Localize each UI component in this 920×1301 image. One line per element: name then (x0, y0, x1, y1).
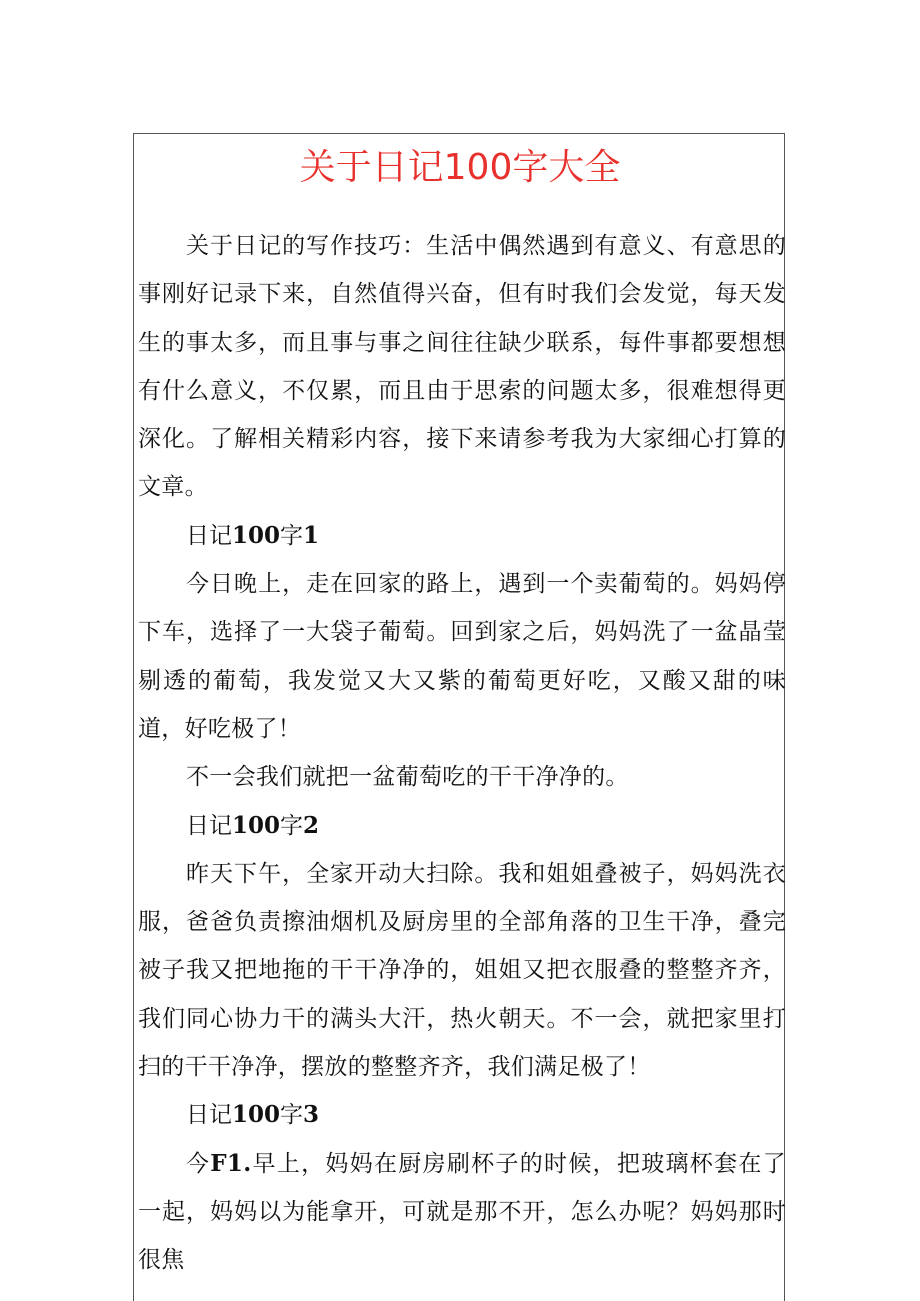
heading-prefix: 日记 (186, 522, 232, 549)
heading-index: 2 (303, 811, 320, 839)
document-title: 关于日记100字大全 (299, 147, 621, 188)
intro-paragraph: 关于日记的写作技巧：生活中偶然遇到有意义、有意思的事刚好记录下来，自然值得兴奋，但有时我们会发觉，每天发生的事太多，而且事与事之间往往缺少联系，每件事都要想想有什么意义，不仅累，而且由于思索的问题太多，很难想得更深化。了解相关精彩内容，接下来请参考我为大家细心打算的文章。 (138, 233, 786, 501)
heading-number: 100 (232, 811, 281, 839)
heading-prefix: 日记 (186, 1102, 232, 1129)
heading-number: 100 (232, 521, 281, 549)
section-1-paragraph-2: 不一会我们就把一盆葡萄吃的干干净净的。 (186, 764, 629, 791)
paragraph-prefix: 今 (186, 1150, 211, 1177)
heading-number: 100 (232, 1101, 281, 1129)
paragraph-bold-marker: F1. (210, 1149, 252, 1177)
heading-index: 1 (303, 521, 320, 549)
section-heading-3 (138, 1091, 786, 1139)
heading-suffix: 字 (280, 522, 304, 549)
section-3-paragraph-1 (138, 1140, 786, 1285)
section-1-paragraph-1: 今日晚上，走在回家的路上，遇到一个卖葡萄的。妈妈停下车，选择了一大袋子葡萄。回到家之后，妈妈洗了一盆晶莹剔透的葡萄，我发觉又大又紫的葡萄更好吃，又酸又甜的味道，好吃极了！ (138, 571, 786, 742)
document-body (138, 222, 786, 1285)
heading-prefix: 日记 (186, 812, 232, 839)
section-2-paragraph-1: 昨天下午，全家开动大扫除。我和姐姐叠被子，妈妈洗衣服，爸爸负责擦油烟机及厨房里的全部角落的卫生干净，叠完被子我又把地拖的干干净净的，姐姐又把衣服叠的整整齐齐，我们同心协力干的满头大汗，热火朝天。不一会，就把家里打扫的干干净净，摆放的整整齐齐，我们满足极了！ (138, 860, 786, 1081)
heading-index: 3 (303, 1101, 320, 1129)
heading-suffix: 字 (280, 1102, 304, 1129)
paragraph-rest: 早上，妈妈在厨房刷杯子的时候，把玻璃杯套在了一起，妈妈以为能拿开，可就是那不开，怎么办呢？妈妈那时很焦 (138, 1150, 786, 1274)
heading-suffix: 字 (280, 812, 304, 839)
section-heading-1 (138, 512, 786, 560)
section-heading-2 (138, 802, 786, 850)
